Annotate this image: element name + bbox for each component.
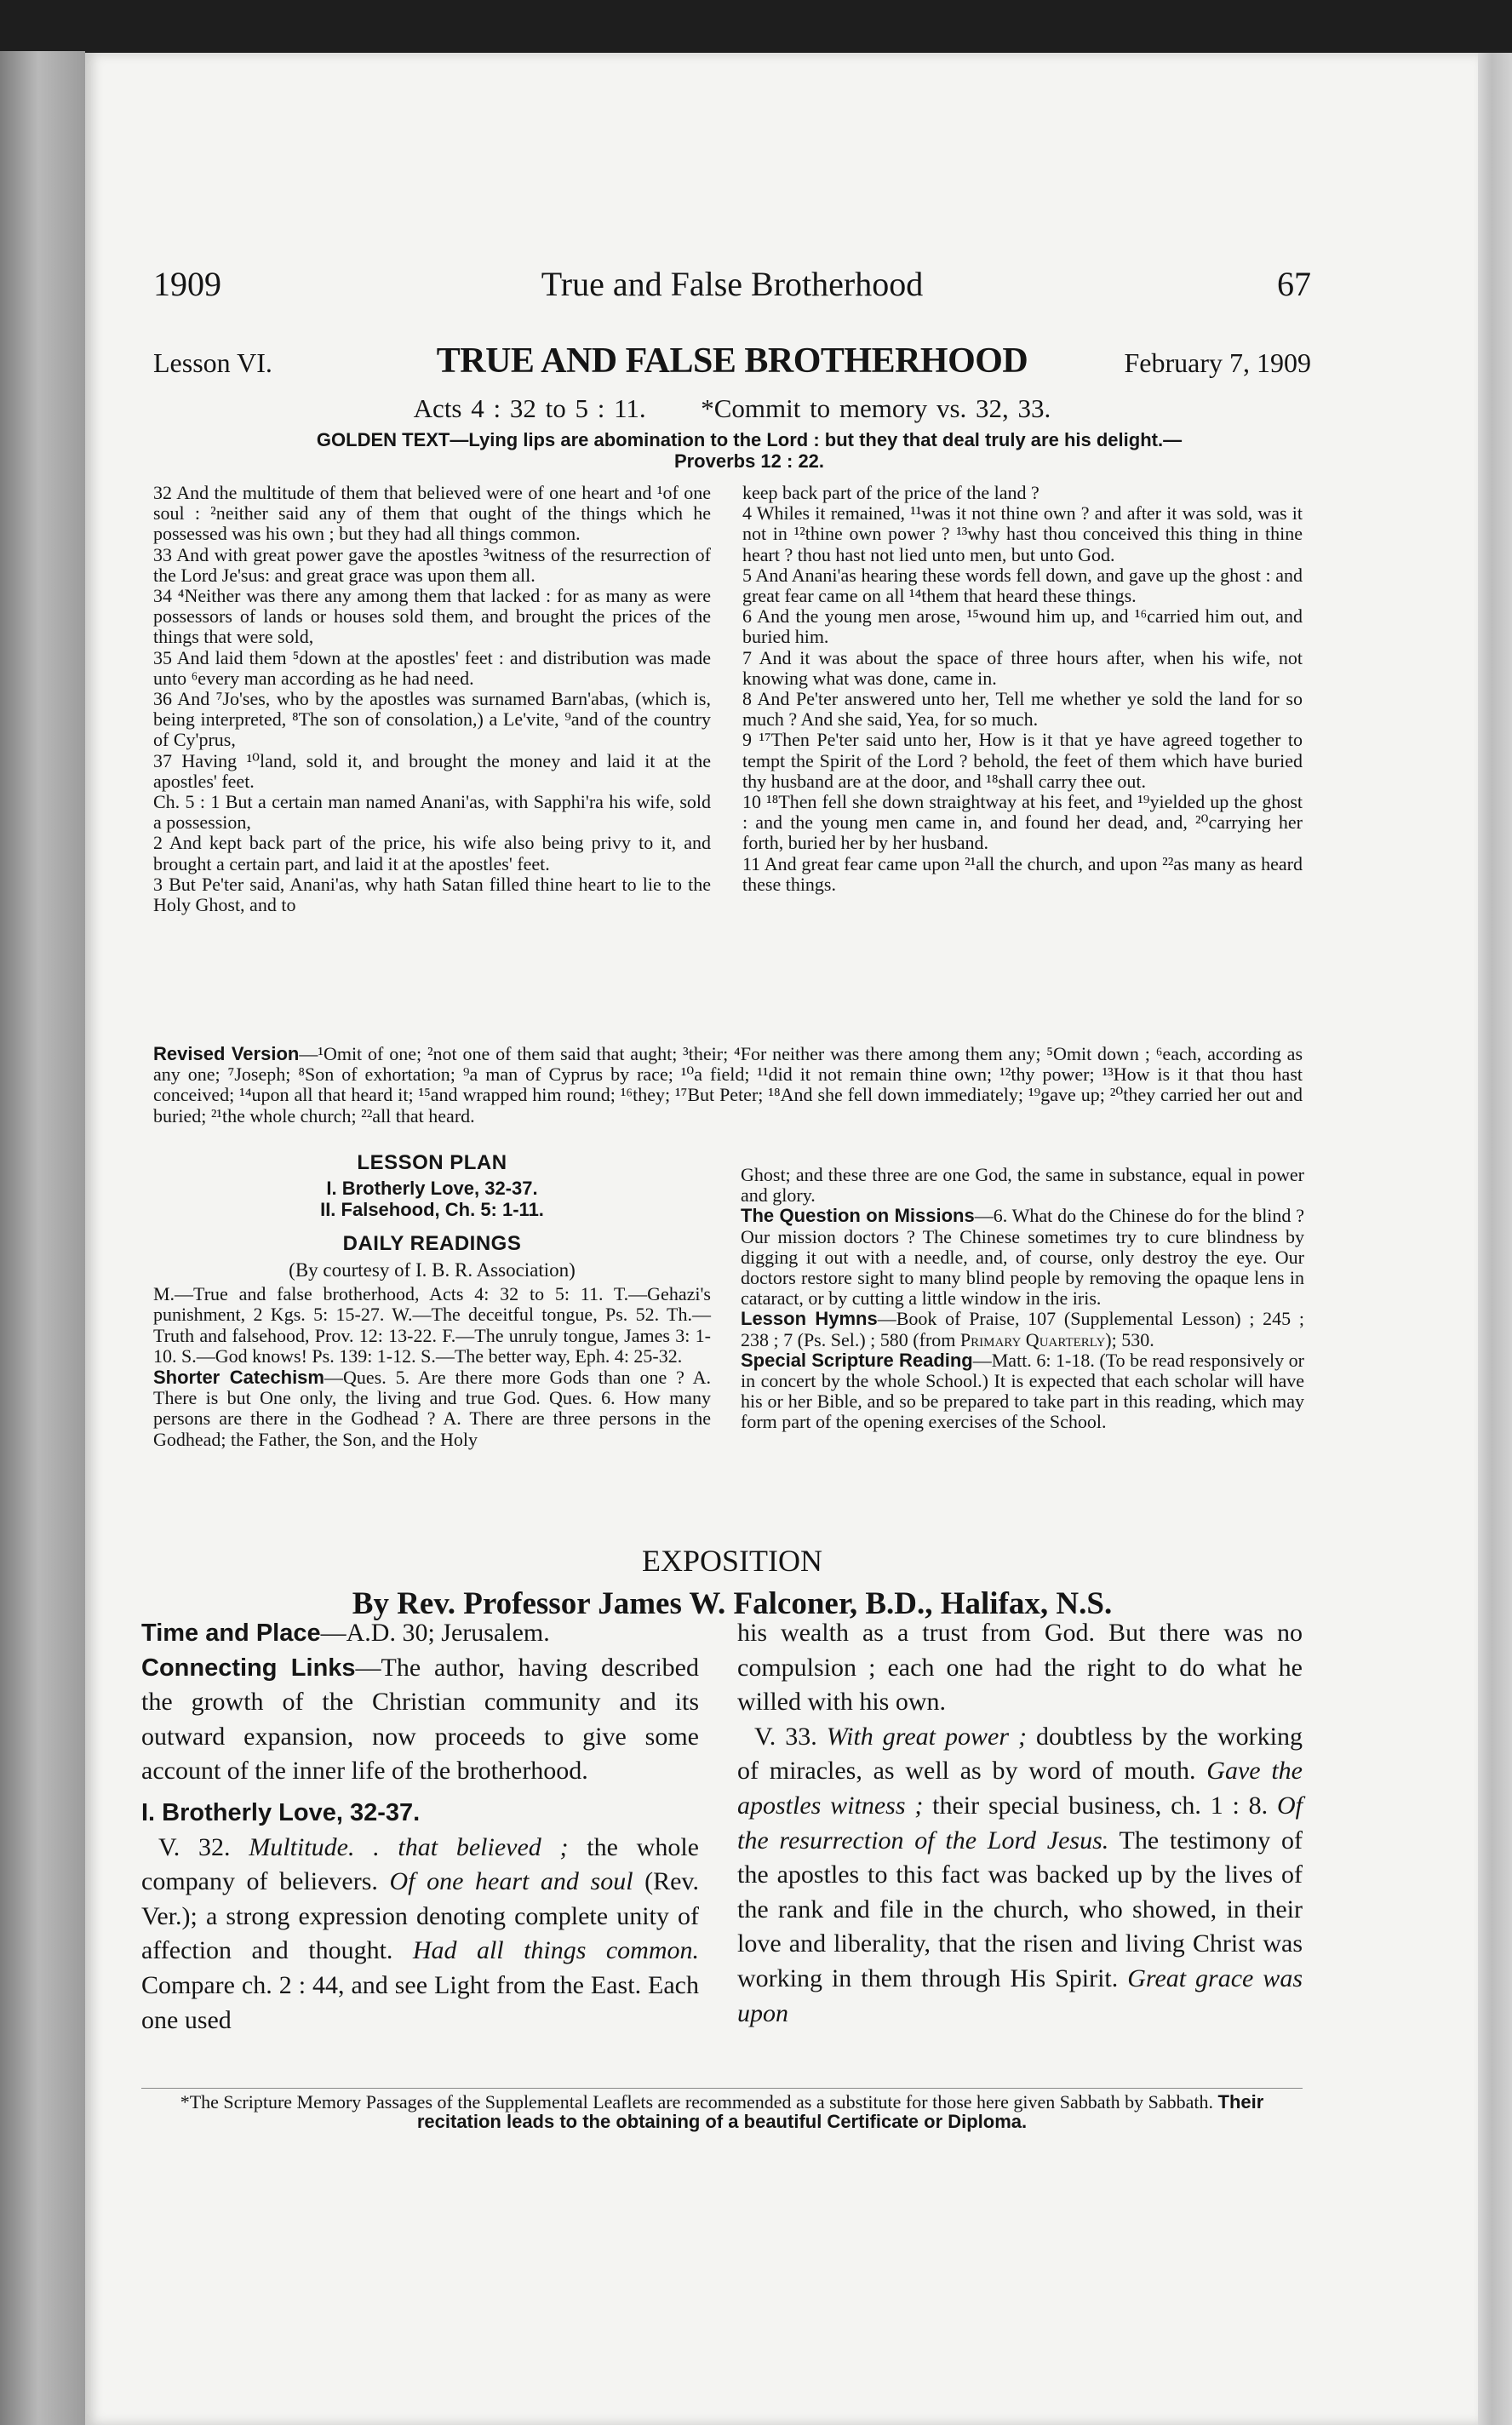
verse: Ch. 5 : 1 But a certain man named Anani'as, with Sapphi'ra his wife, sold a possession,	[153, 791, 711, 834]
wealth-paragraph: his wealth as a trust from God. But there was no compulsion ; each one had the right to do what he willed with his own.	[737, 1619, 1303, 1717]
commentary-text: (Rev. Ver.); a strong expression denoting complete unity of affection and thought.	[141, 1867, 699, 1965]
commentary-text: the whole company of believers.	[141, 1832, 699, 1896]
lesson-hymns	[741, 1309, 1304, 1350]
memory-verses: *Commit to memory vs. 32, 33.	[701, 393, 1051, 423]
scripture-reference-line	[153, 393, 1311, 424]
commentary-text: doubtless by the working of miracles, as well as by word of mouth.	[737, 1722, 1303, 1786]
hymns-primary: Primary Quarterly	[959, 1328, 1106, 1350]
daily-readings-heading: DAILY READINGS	[342, 1232, 522, 1256]
missions-question	[741, 1206, 1304, 1309]
exposition-heading: EXPOSITION	[642, 1544, 822, 1578]
exposition-column-right	[737, 1616, 1303, 2031]
verse-32-commentary	[141, 1831, 699, 2038]
scan-top-border	[0, 0, 1512, 53]
running-header	[153, 264, 1311, 312]
verse: 9 ¹⁷Then Pe'ter said unto her, How is it that ye have agreed together to tempt the Spirit of the Lord ? behold, the feet of them which have buried thy husband are at the door, and ¹⁸shall carry thee out.	[742, 729, 1303, 792]
hymns-text: —Book of Praise, 107 (Supplemental Lesson) ; 245 ; 238 ; 7 (Ps. Sel.) ; 580 (from	[741, 1308, 1305, 1350]
running-header-title: True and False Brotherhood	[541, 265, 924, 303]
quoted-phrase: Of one heart and soul	[389, 1867, 633, 1896]
exposition-author: By Rev. Professor James W. Falconer, B.D., Halifax, N.S.	[352, 1586, 1113, 1621]
revised-version-notes	[153, 1044, 1303, 1127]
commentary-text: their special business, ch. 1 : 8.	[923, 1791, 1278, 1820]
lesson-plan-heading: LESSON PLAN	[357, 1151, 507, 1174]
page-edge	[1478, 53, 1512, 2425]
lesson-title: TRUE AND FALSE BROTHERHOOD	[436, 341, 1028, 381]
hymns-text-end: ); 530.	[1105, 1328, 1154, 1350]
lesson-aids-right	[741, 1165, 1304, 1433]
verse: keep back part of the price of the land ?	[742, 482, 1040, 503]
verse: 8 And Pe'ter answered unto her, Tell me whether ye sold the land for so much ? And she said, Yea, for so much.	[742, 688, 1303, 731]
verse: 3 But Pe'ter said, Anani'as, why hath Satan filled thine heart to lie to the Holy Ghost, and to	[153, 873, 711, 916]
verse: 34 ⁴Neither was there any among them that lacked : for as many as were possessors of lands or houses sold them, and brought the prices of the things that were sold,	[153, 585, 711, 648]
verse: 32 And the multitude of them that believed were of one heart and ¹of one soul : ²neither said any of them that ought of the things which he possessed was his own ; but they had all things common.	[153, 482, 711, 545]
quoted-phrase: Of the resurrection of the Lord Jesus.	[737, 1791, 1303, 1855]
revised-version-text: —¹Omit of one; ²not one of them said that aught; ³their; ⁴For neither was there among them any; ⁵Omit down ; ⁶each, according as any one; ⁷Joseph; ⁸Son of exhortation; ⁹a man of Cyprus by race; ¹⁰a field; ¹¹did it not remain thine own; ¹²thy power; ¹³How is it that thou hast conceived; ¹⁴upon all that heard it; ¹⁵and wrapped him round; ¹⁶they; ¹⁷But Peter; ¹⁸And she fell down immediately; ¹⁹gave up; ²⁰they carried her out and buried; ²¹the whole church; ²²all that heard.	[153, 1043, 1303, 1127]
verse: 7 And it was about the space of three hours after, when his wife, not knowing what was done, came in.	[742, 646, 1303, 689]
scripture-column-left	[153, 483, 711, 915]
missions-label: The Question on Missions	[741, 1205, 975, 1227]
commentary-text: The testimony of the apostles to this fact was backed up by the lives of the rank and file in the church, who showed, in their love and liberality, that the risen and living Christ was working in them through His Spirit.	[737, 1826, 1303, 1992]
verse: 10 ¹⁸Then fell she down straightway at his feet, and ¹⁹yielded up the ghost : and the young men came in, and found her dead, and, ²⁰carrying her forth, buried her by her husband.	[742, 791, 1303, 854]
footnote-text: *The Scripture Memory Passages of the Supplemental Leaflets are recommended as a substitute for those here given Sabbath by Sabbath.	[180, 2091, 1218, 2113]
verse: 36 And ⁷Jo'ses, who by the apostles was surnamed Barn'abas, (which is, being interpreted, ⁸The son of consolation,) a Le'vite, ⁹and of the country of Cy'prus,	[153, 688, 711, 751]
special-reading-label: Special Scripture Reading	[741, 1349, 973, 1371]
daily-readings-courtesy: (By courtesy of I. B. R. Association)	[289, 1258, 576, 1281]
lesson-number: Lesson VI.	[153, 347, 272, 378]
connecting-links-text: —The author, having described the growth of the Christian community and its outward expansion, now proceeds to give some account of the inner life of the brotherhood.	[141, 1653, 699, 1786]
missions-text: —6. What do the Chinese do for the blind ? Our mission doctors ? The Chinese sometimes try to cure blindness by digging it out with a needle, and, of course, only destroy the eye. Our doctors restore sight to many blind people by removing the opaque lens in cataract, or by cutting a little window in the iris.	[741, 1205, 1304, 1310]
running-header-year: 1909	[153, 265, 221, 303]
daily-readings-list: M.—True and false brotherhood, Acts 4: 32 to 5: 11. T.—Gehazi's punishment, 2 Kgs. 5: 15-27. W.—The deceitful tongue, Ps. 52. Th.—Truth and falsehood, Prov. 12: 13-22. F.—The unruly tongue, James 3: 1-10. S.—God knows! Ps. 139: 1-12. S.—The better way, Eph. 4: 25-32.	[153, 1283, 711, 1367]
quoted-phrase: With great power ;	[826, 1722, 1027, 1751]
verse-label: V. 33.	[754, 1722, 827, 1751]
quoted-phrase: Multitude. . that believed ;	[249, 1832, 569, 1861]
verse: 33 And with great power gave the apostles ³witness of the resurrection of the Lord Je'sus: and great grace was upon them all.	[153, 543, 711, 586]
quoted-phrase: Gave the apostles witness ;	[737, 1757, 1303, 1820]
verse: 6 And the young men arose, ¹⁵wound him up, and ¹⁶carried him out, and buried him.	[742, 605, 1303, 648]
shorter-catechism-label: Shorter Catechism	[153, 1366, 324, 1388]
lesson-date: February 7, 1909	[1124, 347, 1311, 378]
golden-text-body: GOLDEN TEXT—Lying lips are abomination to the Lord : but they that deal truly are his delight.—	[316, 429, 1183, 450]
exposition-column-left	[141, 1616, 699, 2038]
scripture-reference: Acts 4 : 32 to 5 : 11.	[413, 393, 646, 423]
time-and-place-label: Time and Place	[141, 1620, 321, 1647]
golden-text	[196, 429, 1303, 472]
verse-33-commentary	[737, 1720, 1303, 2031]
shorter-catechism	[153, 1367, 711, 1451]
time-and-place-text: —A.D. 30; Jerusalem.	[320, 1619, 550, 1647]
verse-label: V. 32.	[158, 1832, 249, 1861]
verse: 11 And great fear came upon ²¹all the church, and upon ²²as many as heard these things.	[742, 852, 1303, 895]
verse: 5 And Anani'as hearing these words fell down, and gave up the ghost : and great fear came on all ¹⁴them that heard these things.	[742, 564, 1303, 607]
section-heading: I. Brotherly Love, 32-37.	[141, 1798, 421, 1826]
hymns-label: Lesson Hymns	[741, 1308, 878, 1330]
golden-text-reference: Proverbs 12 : 22.	[673, 450, 825, 472]
connecting-links-label: Connecting Links	[141, 1654, 356, 1682]
revised-version-label: Revised Version	[153, 1043, 300, 1064]
lesson-plan-item: II. Falsehood, Ch. 5: 1-11.	[320, 1198, 544, 1220]
commentary-text: Compare ch. 2 : 44, and see Light from the East. Each one used	[141, 1970, 699, 2034]
lesson-aids-left	[153, 1149, 711, 1450]
connecting-links	[141, 1651, 699, 1789]
lesson-plan-item: I. Brotherly Love, 32-37.	[326, 1178, 538, 1200]
book-spine	[0, 51, 85, 2425]
verse: 37 Having ¹⁰land, sold it, and brought the money and laid it at the apostles' feet.	[153, 749, 711, 792]
footnote	[141, 2088, 1303, 2131]
verse: 4 Whiles it remained, ¹¹was it not thine own ? and after it was sold, was it not in ¹²thine own power ? ¹³why hast thou conceived this thing in thine heart ? thou hast not lied unto men, but unto God.	[742, 502, 1303, 565]
shorter-catechism-text: —Ques. 5. Are there more Gods than one ? A. There is but One only, the living and true God. Ques. 6. How many persons are there in the Godhead ? A. There are three persons in the Godhead; the Father, the Son, and the Holy	[153, 1366, 711, 1450]
special-reading-text: —Matt. 6: 1-18. (To be read responsively or in concert by the whole School.) It is expected that each scholar will have his or her Bible, and so be prepared to take part in this reading, which may form part of the opening exercises of the School.	[741, 1349, 1304, 1433]
quoted-phrase: Had all things common.	[412, 1936, 699, 1965]
verse: 2 And kept back part of the price, his wife also being privy to it, and brought a certain part, and laid it at the apostles' feet.	[153, 832, 711, 874]
footnote-bold-text: Their recitation leads to the obtaining of a beautiful Certificate or Diploma.	[416, 2091, 1264, 2132]
catechism-continuation: Ghost; and these three are one God, the same in substance, equal in power and glory.	[741, 1164, 1304, 1207]
scripture-column-right	[742, 483, 1303, 895]
verse: 35 And laid them ⁵down at the apostles' feet : and distribution was made unto ⁶every man according as he had need.	[153, 646, 711, 689]
special-scripture-reading	[741, 1350, 1304, 1433]
time-and-place	[141, 1616, 699, 1651]
quoted-phrase: Great grace was upon	[737, 1964, 1303, 2027]
lesson-title-line	[153, 341, 1311, 383]
page-number: 67	[1277, 265, 1311, 303]
